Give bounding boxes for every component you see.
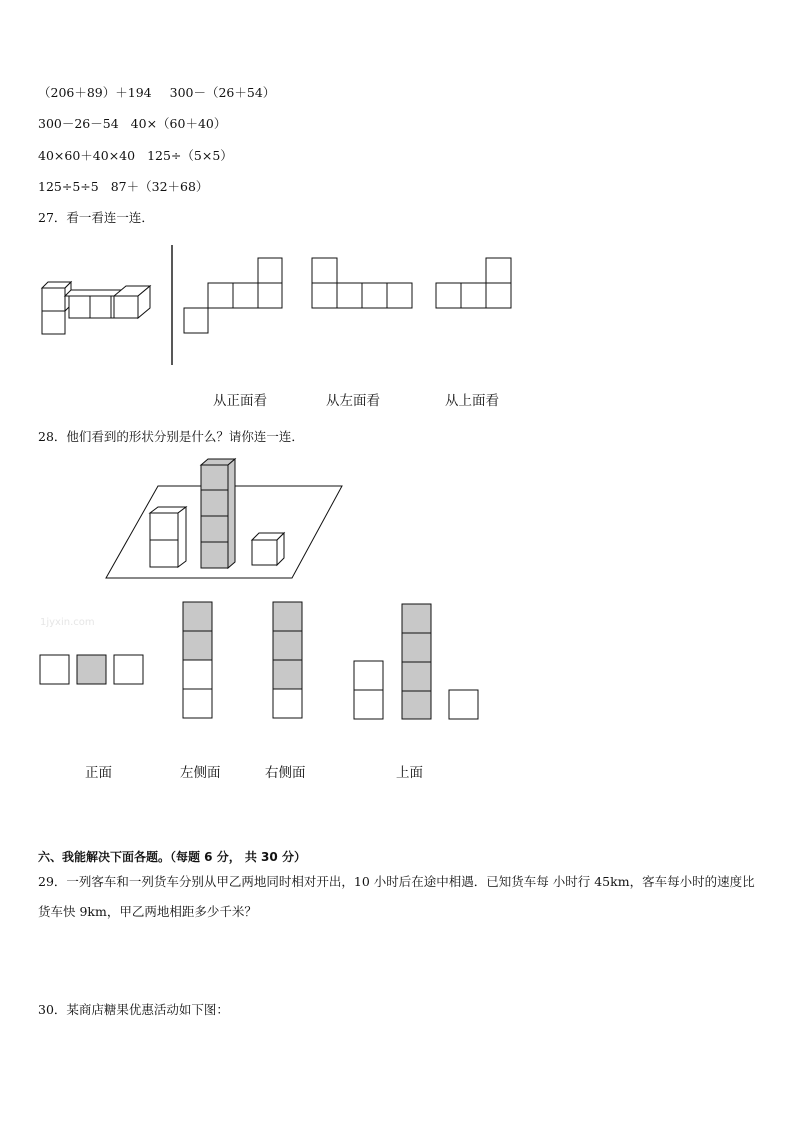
watermark: 1jyxin.com [40, 617, 95, 628]
expression: （206＋89）＋194 [38, 85, 152, 100]
q27-view-grid-3 [435, 257, 515, 311]
expression: 300－26－54 [38, 116, 119, 131]
expression-row-4 [38, 177, 208, 195]
q27-view-grid-1 [183, 257, 285, 335]
q27-solid-figure [40, 284, 155, 336]
q28-view-label-right: 右侧面 [265, 765, 306, 781]
q27-view-label-top: 从上面看 [445, 393, 499, 409]
q27-divider [170, 245, 174, 365]
expression: 125÷5÷5 [38, 179, 99, 194]
expression-row-2 [38, 114, 226, 132]
expression-row-3 [38, 146, 233, 164]
q27-view-label-front: 从正面看 [213, 393, 267, 409]
expression: 125÷（5×5） [147, 148, 233, 163]
q28-view-label-left: 左侧面 [180, 765, 221, 781]
question-29: 29．一列客车和一列货车分别从甲乙两地同时相对开出，10 小时后在途中相遇．已知货车每 小时行 45km，客车每小时的速度比货车快 9km，甲乙两地相距多少千米？ [38, 874, 755, 919]
question-27-title: 27．看一看连一连． [38, 210, 154, 225]
q28-view-composite [353, 603, 481, 722]
q28-3d-scene [104, 458, 346, 582]
q27-view-label-left: 从左面看 [326, 393, 380, 409]
question-28-title: 28．他们看到的形状分别是什么？请你连一连． [38, 429, 304, 444]
expression: 40×60＋40×40 [38, 148, 136, 163]
expression: 40×（60＋40） [130, 116, 227, 131]
q27-view-grid-2 [311, 257, 415, 311]
expression: 87＋（32＋68） [110, 179, 209, 194]
question-30: 30．某商店糖果优惠活动如下图： [38, 1002, 229, 1017]
q28-view-label-top: 上面 [396, 765, 423, 781]
q28-view-column-a [182, 601, 214, 720]
section-6-title: 六、我能解决下面各题。（每题 6 分， 共 30 分） [38, 850, 306, 864]
q28-view-column-b [272, 601, 304, 720]
q28-view-front [39, 654, 147, 686]
q28-view-label-front: 正面 [85, 765, 112, 781]
expression: 300－（26＋54） [169, 85, 276, 100]
expression-row-1 [38, 83, 275, 101]
